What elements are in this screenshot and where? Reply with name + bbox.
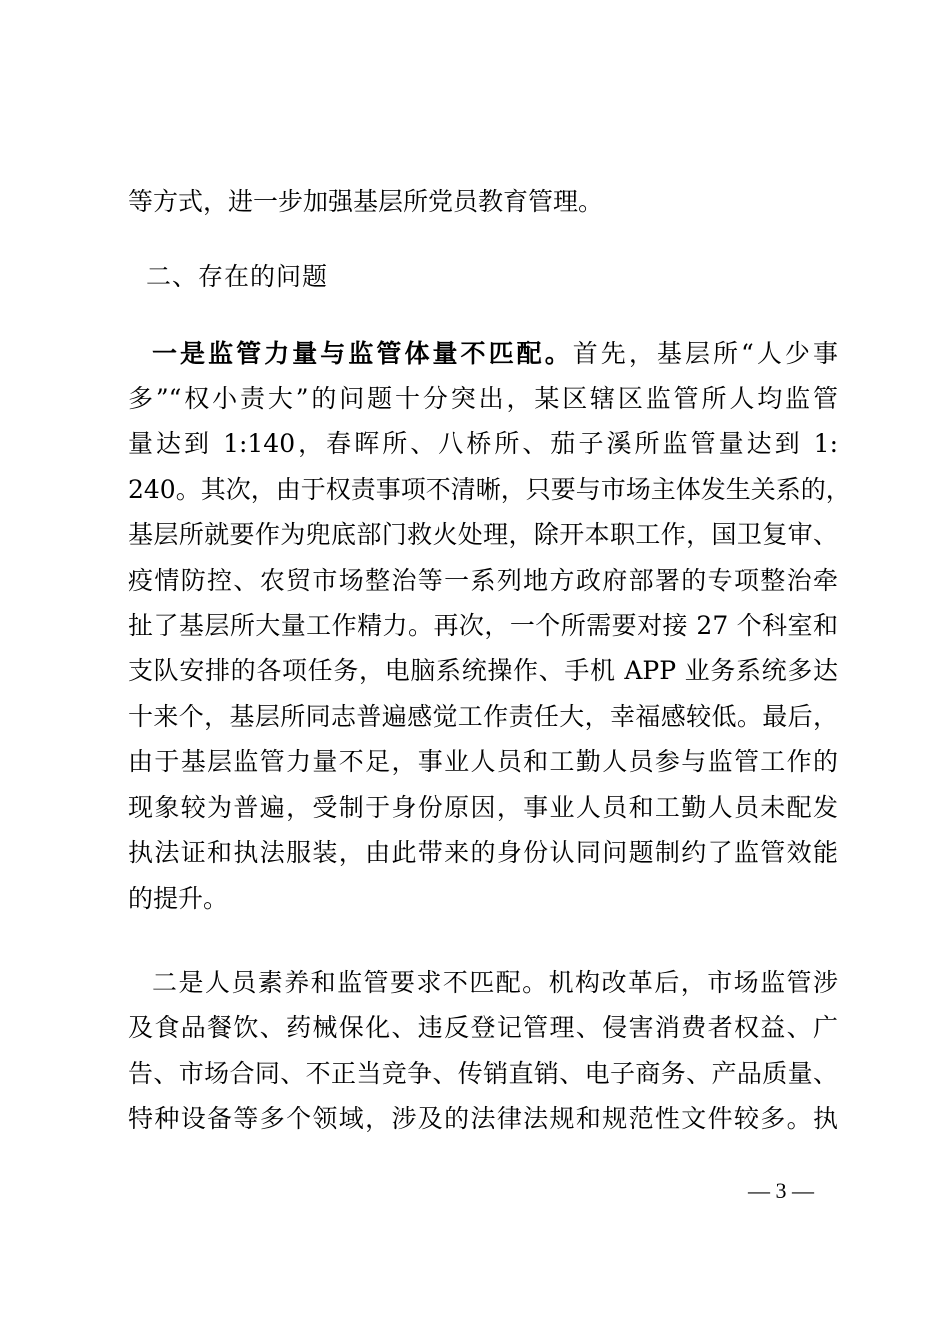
paragraph1-line: 十来个，基层所同志普遍感觉工作责任大，幸福感较低。最后， [128, 702, 838, 731]
paragraph2-line: 特种设备等多个领域，涉及的法律法规和规范性文件较多。执 [128, 1104, 838, 1133]
paragraph1-first-line [152, 339, 838, 369]
paragraph1-line: 扯了基层所大量工作精力。再次，一个所需要对接 27 个科室和 [128, 611, 838, 640]
paragraph1-line: 量达到 1:140，春晖所、八桥所、茄子溪所监管量达到 1: [128, 429, 838, 458]
paragraph1-line: 240。其次，由于权责事项不清晰，只要与市场主体发生关系的， [128, 475, 851, 504]
paragraph2-line: 告、市场合同、不正当竞争、传销直销、电子商务、产品质量、 [128, 1059, 838, 1088]
section-heading: 二、存在的问题 [146, 262, 329, 291]
paragraph1-line: 现象较为普遍，受制于身份原因，事业人员和工勤人员未配发 [128, 793, 838, 822]
paragraph1-first-line-rest: 首先，基层所“人少事 [572, 339, 838, 368]
paragraph1-line: 基层所就要作为兜底部门救火处理，除开本职工作，国卫复审、 [128, 520, 838, 549]
intro-tail-line: 等方式，进一步加强基层所党员教育管理。 [128, 187, 604, 216]
paragraph1-line: 的提升。 [128, 884, 229, 913]
paragraph1-line: 支队安排的各项任务，电脑系统操作、手机 APP 业务系统多达 [128, 656, 838, 685]
paragraph1-line: 由于基层监管力量不足，事业人员和工勤人员参与监管工作的 [128, 747, 838, 776]
paragraph1-line: 疫情防控、农贸市场整治等一系列地方政府部署的专项整治牵 [128, 566, 838, 595]
paragraph1-line: 多”“权小责大”的问题十分突出，某区辖区监管所人均监管 [128, 384, 838, 413]
paragraph2-line: 二是人员素养和监管要求不匹配。机构改革后，市场监管涉 [152, 968, 838, 997]
paragraph2-line: 及食品餐饮、药械保化、违反登记管理、侵害消费者权益、广 [128, 1013, 838, 1042]
paragraph1-line: 执法证和执法服装，由此带来的身份认同问题制约了监管效能 [128, 838, 838, 867]
paragraph1-lead: 一是监管力量与监管体量不匹配。 [152, 339, 573, 368]
page-number: — 3 — [748, 1178, 814, 1203]
